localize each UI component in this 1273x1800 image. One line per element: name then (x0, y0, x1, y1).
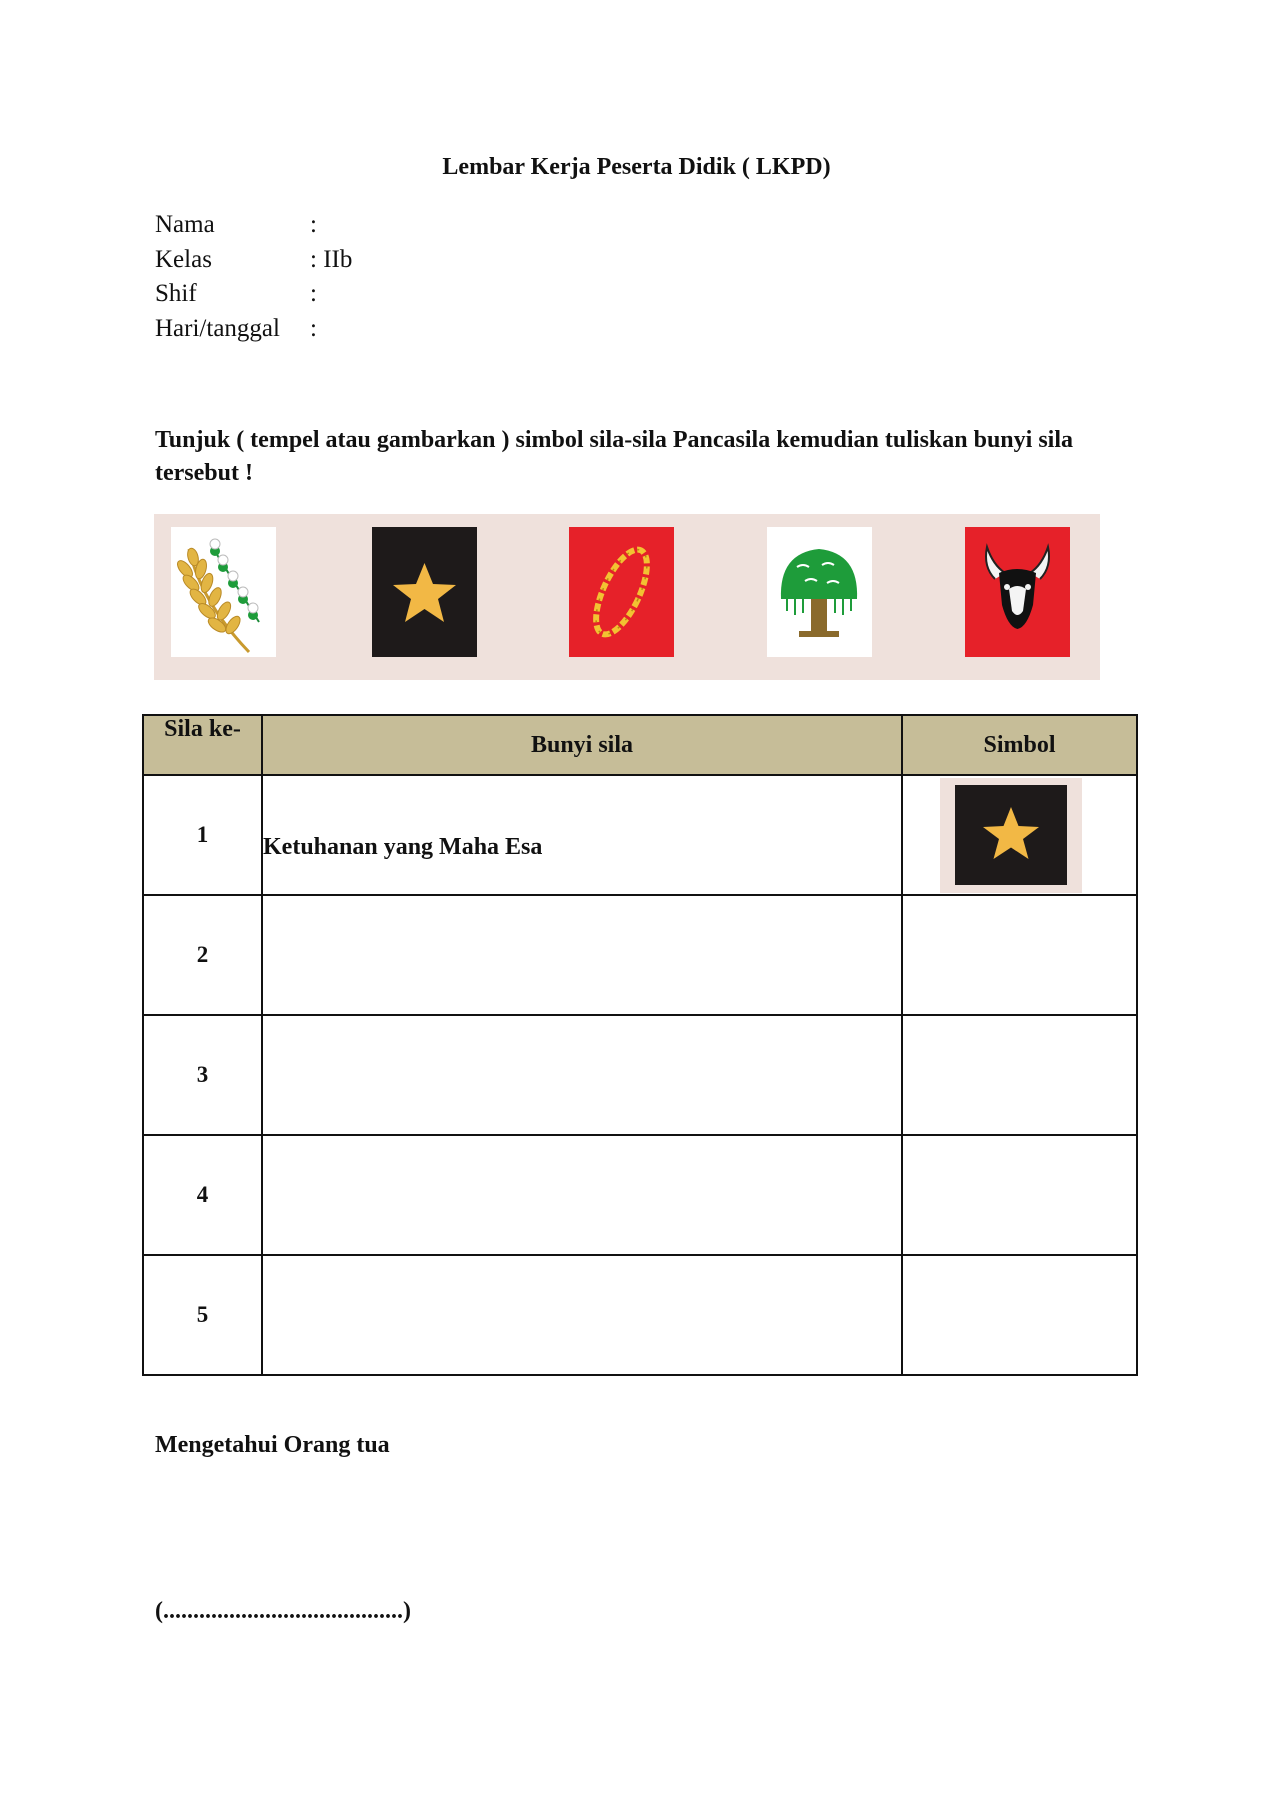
sila-table (142, 714, 1138, 1376)
signature-label: Mengetahui Orang tua (155, 1432, 390, 1458)
kepala-banteng-icon (965, 527, 1070, 657)
field-hari-tanggal (155, 312, 352, 347)
field-nama (155, 208, 352, 243)
table-row (143, 1015, 1137, 1135)
instruction-text: Tunjuk ( tempel atau gambarkan ) simbol sila-sila Pancasila kemudian tuliskan bunyi sila tersebut ! (155, 427, 1073, 486)
table-row (143, 775, 1137, 895)
header-bunyi-sila: Bunyi sila (262, 715, 902, 775)
bunyi-cell[interactable] (262, 1015, 902, 1135)
bunyi-cell[interactable] (262, 1135, 902, 1255)
row-number: 1 (143, 775, 262, 895)
field-value: : IIb (310, 245, 353, 273)
table-row (143, 1135, 1137, 1255)
field-label: Kelas (155, 245, 212, 273)
page-title: Lembar Kerja Peserta Didik ( LKPD) (442, 154, 831, 180)
rantai-icon (569, 527, 674, 657)
field-label: Shif (155, 280, 197, 307)
field-label: Nama (155, 211, 215, 238)
field-value: : (310, 280, 317, 307)
simbol-cell[interactable] (902, 1135, 1137, 1255)
row-number: 4 (143, 1135, 262, 1255)
bintang-icon (372, 527, 477, 657)
table-row (143, 1255, 1137, 1375)
signature-line[interactable]: (........................................) (155, 1598, 411, 1624)
header-simbol: Simbol (902, 715, 1137, 775)
row-number: 5 (143, 1255, 262, 1375)
bintang-icon (940, 778, 1082, 893)
student-info (155, 208, 352, 346)
simbol-cell[interactable] (902, 1255, 1137, 1375)
bunyi-cell[interactable] (262, 895, 902, 1015)
simbol-cell[interactable] (902, 1015, 1137, 1135)
pohon-beringin-icon (767, 527, 872, 657)
table-row (143, 895, 1137, 1015)
field-kelas (155, 243, 352, 278)
bunyi-cell[interactable] (262, 775, 902, 895)
bunyi-cell[interactable] (262, 1255, 902, 1375)
field-label: Hari/tanggal (155, 314, 280, 342)
padi-kapas-icon (171, 527, 276, 657)
field-shif (155, 277, 352, 312)
row-number: 2 (143, 895, 262, 1015)
header-sila-ke: Sila ke- (143, 715, 262, 775)
simbol-cell[interactable] (902, 895, 1137, 1015)
field-value: : (310, 314, 317, 342)
row-number: 3 (143, 1015, 262, 1135)
symbol-strip (154, 514, 1100, 680)
bunyi-text: Ketuhanan yang Maha Esa (263, 834, 543, 860)
field-value: : (310, 211, 317, 238)
table-header-row (143, 715, 1137, 775)
simbol-cell[interactable] (902, 775, 1137, 895)
